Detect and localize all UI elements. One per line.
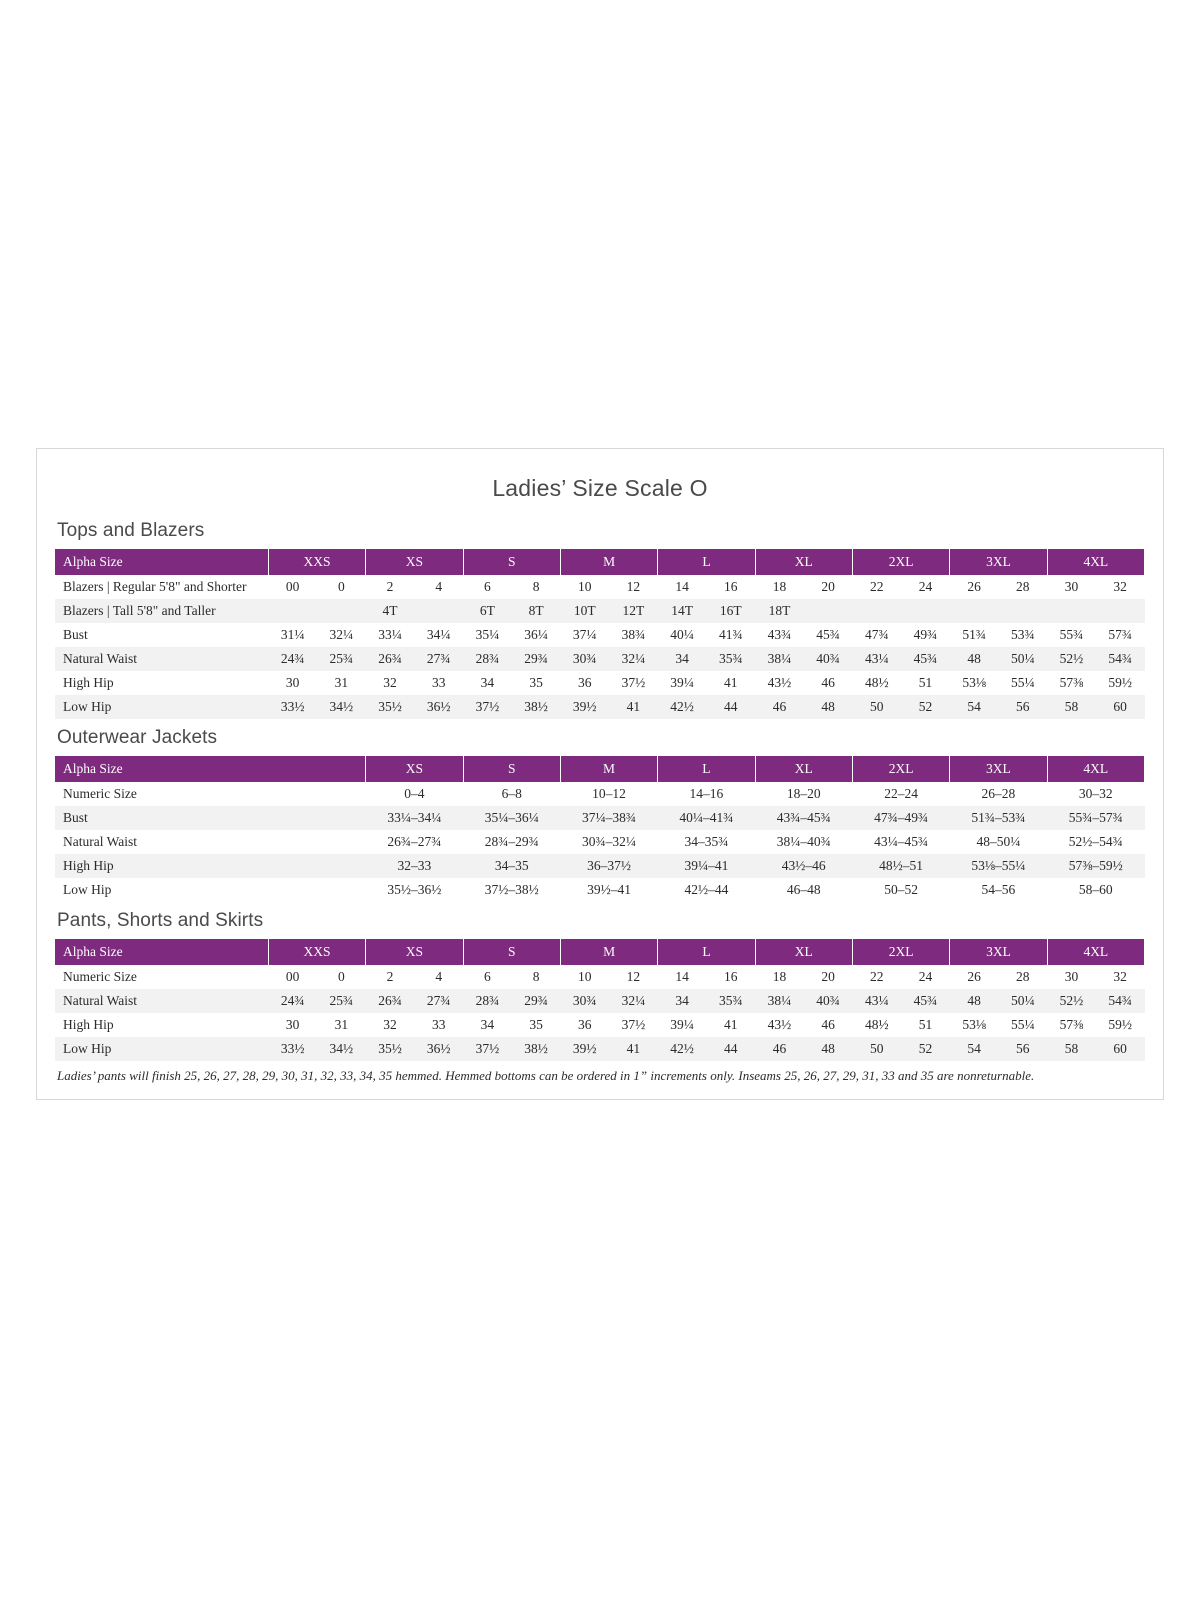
cell: 39¼ bbox=[658, 1013, 707, 1037]
table-row bbox=[55, 878, 1145, 902]
cell: 34 bbox=[463, 1013, 512, 1037]
cell: 34½ bbox=[317, 695, 366, 719]
cell: 2 bbox=[366, 575, 415, 599]
cell: 28¾ bbox=[463, 989, 512, 1013]
cell: 43¾ bbox=[755, 623, 804, 647]
cell: 26–28 bbox=[950, 782, 1047, 806]
cell: 36½ bbox=[414, 1037, 463, 1061]
row-label: High Hip bbox=[55, 1013, 268, 1037]
cell: 53¾ bbox=[998, 623, 1047, 647]
cell: 32 bbox=[366, 671, 415, 695]
cell: 26¾ bbox=[366, 647, 415, 671]
cell: 29¾ bbox=[512, 989, 561, 1013]
column-header-xxs: XXS bbox=[268, 939, 365, 965]
cell: 57⅜ bbox=[1047, 1013, 1096, 1037]
section-title-pants-shorts-and-skirts: Pants, Shorts and Skirts bbox=[57, 910, 264, 931]
column-header-2xl: 2XL bbox=[852, 549, 949, 575]
cell: 34–35 bbox=[463, 854, 560, 878]
cell: 4 bbox=[414, 575, 463, 599]
table-row bbox=[55, 1013, 1145, 1037]
cell: 56 bbox=[998, 1037, 1047, 1061]
cell: 39½ bbox=[560, 1037, 609, 1061]
cell: 25¾ bbox=[317, 647, 366, 671]
cell: 55¾ bbox=[1047, 623, 1096, 647]
footnote-pants: Ladies’ pants will finish 25, 26, 27, 28, 29, 30, 31, 32, 33, 34, 35 hemmed. Hemmed bottoms can be ordered in 1” increments only. Inseams 25, 26, 27, 29, 31, 33 and 35 are nonreturnable. bbox=[57, 1068, 1035, 1083]
column-header-m: M bbox=[560, 939, 657, 965]
cell: 58 bbox=[1047, 695, 1096, 719]
cell: 48 bbox=[804, 1037, 853, 1061]
cell: 6T bbox=[463, 599, 512, 623]
cell: 35 bbox=[512, 671, 561, 695]
cell: 47¾ bbox=[852, 623, 901, 647]
cell: 55¾–57¾ bbox=[1047, 806, 1144, 830]
cell: 18T bbox=[755, 599, 804, 623]
cell: 37¼–38¾ bbox=[560, 806, 657, 830]
cell: 56 bbox=[998, 695, 1047, 719]
cell: 28¾–29¾ bbox=[463, 830, 560, 854]
cell: 34–35¾ bbox=[658, 830, 755, 854]
column-header-3xl: 3XL bbox=[950, 756, 1047, 782]
cell: 43½ bbox=[755, 671, 804, 695]
table-row bbox=[55, 599, 1145, 623]
cell: 32–33 bbox=[366, 854, 463, 878]
row-label: Natural Waist bbox=[55, 989, 268, 1013]
table-row bbox=[55, 575, 1145, 599]
cell: 26¾–27¾ bbox=[366, 830, 463, 854]
row-label: Natural Waist bbox=[55, 647, 268, 671]
row-label: High Hip bbox=[55, 671, 268, 695]
cell bbox=[852, 599, 901, 623]
size-chart-card bbox=[36, 448, 1164, 1100]
cell: 8T bbox=[512, 599, 561, 623]
cell: 40¾ bbox=[804, 989, 853, 1013]
column-header-xs: XS bbox=[366, 939, 463, 965]
cell: 43¼ bbox=[852, 989, 901, 1013]
cell: 43¼ bbox=[852, 647, 901, 671]
table-tops-and-blazers bbox=[55, 549, 1145, 719]
cell: 00 bbox=[268, 965, 317, 989]
cell: 46 bbox=[804, 671, 853, 695]
cell: 48 bbox=[804, 695, 853, 719]
cell: 38½ bbox=[512, 695, 561, 719]
cell: 32 bbox=[1096, 965, 1145, 989]
cell: 4T bbox=[366, 599, 415, 623]
cell: 37½ bbox=[463, 1037, 512, 1061]
column-header-xs: XS bbox=[366, 549, 463, 575]
cell: 52 bbox=[901, 1037, 950, 1061]
cell: 53⅛ bbox=[950, 671, 999, 695]
cell: 54 bbox=[950, 1037, 999, 1061]
cell: 45¾ bbox=[901, 647, 950, 671]
column-header-4xl: 4XL bbox=[1047, 756, 1144, 782]
cell: 50¼ bbox=[998, 647, 1047, 671]
table-row bbox=[55, 965, 1145, 989]
cell: 44 bbox=[706, 695, 755, 719]
cell: 51¾–53¾ bbox=[950, 806, 1047, 830]
cell: 35 bbox=[512, 1013, 561, 1037]
cell: 22 bbox=[852, 965, 901, 989]
cell: 22 bbox=[852, 575, 901, 599]
cell: 35½ bbox=[366, 695, 415, 719]
cell: 42½–44 bbox=[658, 878, 755, 902]
column-header-xl: XL bbox=[755, 756, 852, 782]
cell: 34 bbox=[658, 989, 707, 1013]
cell: 36–37½ bbox=[560, 854, 657, 878]
cell: 47¾–49¾ bbox=[852, 806, 949, 830]
table-outerwear-jackets bbox=[55, 756, 1145, 902]
cell: 36¼ bbox=[512, 623, 561, 647]
cell: 31 bbox=[317, 671, 366, 695]
cell bbox=[1096, 599, 1145, 623]
cell: 14–16 bbox=[658, 782, 755, 806]
cell: 55¼ bbox=[998, 671, 1047, 695]
cell: 43¼–45¾ bbox=[852, 830, 949, 854]
table-row bbox=[55, 671, 1145, 695]
cell bbox=[414, 599, 463, 623]
cell: 34¼ bbox=[414, 623, 463, 647]
section-title-tops-and-blazers: Tops and Blazers bbox=[57, 520, 205, 541]
cell: 52½ bbox=[1047, 989, 1096, 1013]
cell: 35½–36½ bbox=[366, 878, 463, 902]
row-label: Natural Waist bbox=[55, 830, 366, 854]
column-header-xs: XS bbox=[366, 756, 463, 782]
cell: 52½ bbox=[1047, 647, 1096, 671]
row-label: Low Hip bbox=[55, 695, 268, 719]
cell: 46 bbox=[804, 1013, 853, 1037]
row-label: Bust bbox=[55, 806, 366, 830]
cell: 37½ bbox=[609, 1013, 658, 1037]
cell: 38¼–40¾ bbox=[755, 830, 852, 854]
cell: 36 bbox=[560, 671, 609, 695]
cell bbox=[901, 599, 950, 623]
cell: 26 bbox=[950, 575, 999, 599]
row-label: Numeric Size bbox=[55, 965, 268, 989]
cell: 33¼ bbox=[366, 623, 415, 647]
cell: 0–4 bbox=[366, 782, 463, 806]
cell: 50 bbox=[852, 695, 901, 719]
cell: 00 bbox=[268, 575, 317, 599]
cell: 37½ bbox=[609, 671, 658, 695]
cell: 41¾ bbox=[706, 623, 755, 647]
cell: 58–60 bbox=[1047, 878, 1144, 902]
cell: 52½–54¾ bbox=[1047, 830, 1144, 854]
column-header-xxs: XXS bbox=[268, 549, 365, 575]
cell: 60 bbox=[1096, 1037, 1145, 1061]
cell: 35¼ bbox=[463, 623, 512, 647]
cell: 22–24 bbox=[852, 782, 949, 806]
cell: 49¾ bbox=[901, 623, 950, 647]
row-label: Low Hip bbox=[55, 1037, 268, 1061]
cell: 30¾–32¼ bbox=[560, 830, 657, 854]
cell: 18 bbox=[755, 575, 804, 599]
table-header-row bbox=[55, 756, 1145, 782]
column-header-alpha-size: Alpha Size bbox=[55, 549, 268, 575]
table-row bbox=[55, 989, 1145, 1013]
cell: 33½ bbox=[268, 1037, 317, 1061]
cell: 35¾ bbox=[706, 647, 755, 671]
column-header-2xl: 2XL bbox=[852, 756, 949, 782]
cell: 48–50¼ bbox=[950, 830, 1047, 854]
cell: 32¼ bbox=[609, 647, 658, 671]
cell bbox=[317, 599, 366, 623]
cell: 0 bbox=[317, 575, 366, 599]
cell: 41 bbox=[609, 695, 658, 719]
cell: 57⅜ bbox=[1047, 671, 1096, 695]
cell: 40¼ bbox=[658, 623, 707, 647]
cell: 30–32 bbox=[1047, 782, 1144, 806]
cell: 54–56 bbox=[950, 878, 1047, 902]
section-title-outerwear-jackets: Outerwear Jackets bbox=[57, 727, 218, 748]
cell: 48 bbox=[950, 989, 999, 1013]
column-header-l: L bbox=[658, 756, 755, 782]
cell: 54¾ bbox=[1096, 989, 1145, 1013]
cell: 35¾ bbox=[706, 989, 755, 1013]
cell: 28 bbox=[998, 965, 1047, 989]
cell: 36½ bbox=[414, 695, 463, 719]
cell: 30 bbox=[268, 1013, 317, 1037]
cell: 50¼ bbox=[998, 989, 1047, 1013]
cell: 14 bbox=[658, 575, 707, 599]
table-row bbox=[55, 1037, 1145, 1061]
cell: 28 bbox=[998, 575, 1047, 599]
cell: 20 bbox=[804, 965, 853, 989]
cell: 42½ bbox=[658, 695, 707, 719]
cell: 39¼ bbox=[658, 671, 707, 695]
cell: 24¾ bbox=[268, 647, 317, 671]
table-row bbox=[55, 782, 1145, 806]
cell: 30¾ bbox=[560, 989, 609, 1013]
table-header-row bbox=[55, 939, 1145, 965]
row-label: Low Hip bbox=[55, 878, 366, 902]
page-title: Ladies’ Size Scale O bbox=[492, 475, 708, 501]
cell: 8 bbox=[512, 575, 561, 599]
cell: 32 bbox=[366, 1013, 415, 1037]
cell: 53⅛ bbox=[950, 1013, 999, 1037]
column-header-3xl: 3XL bbox=[950, 939, 1047, 965]
cell: 48 bbox=[950, 647, 999, 671]
cell: 33 bbox=[414, 1013, 463, 1037]
cell: 18 bbox=[755, 965, 804, 989]
cell: 27¾ bbox=[414, 647, 463, 671]
cell: 35¼–36¼ bbox=[463, 806, 560, 830]
cell: 41 bbox=[706, 1013, 755, 1037]
table-row bbox=[55, 830, 1145, 854]
cell bbox=[268, 599, 317, 623]
row-label: Blazers | Tall 5'8" and Taller bbox=[55, 599, 268, 623]
cell bbox=[1047, 599, 1096, 623]
table-row bbox=[55, 806, 1145, 830]
cell: 43¾–45¾ bbox=[755, 806, 852, 830]
cell: 32¼ bbox=[317, 623, 366, 647]
cell: 14T bbox=[658, 599, 707, 623]
cell: 24 bbox=[901, 575, 950, 599]
column-header-s: S bbox=[463, 939, 560, 965]
cell: 34 bbox=[463, 671, 512, 695]
cell: 54 bbox=[950, 695, 999, 719]
cell: 33½ bbox=[268, 695, 317, 719]
column-header-s: S bbox=[463, 549, 560, 575]
row-label: High Hip bbox=[55, 854, 366, 878]
cell bbox=[998, 599, 1047, 623]
cell: 45¾ bbox=[804, 623, 853, 647]
cell: 50 bbox=[852, 1037, 901, 1061]
cell: 18–20 bbox=[755, 782, 852, 806]
cell bbox=[804, 599, 853, 623]
cell: 57¾ bbox=[1096, 623, 1145, 647]
cell: 39¼–41 bbox=[658, 854, 755, 878]
column-header-alpha-size: Alpha Size bbox=[55, 939, 268, 965]
cell: 31 bbox=[317, 1013, 366, 1037]
cell: 24 bbox=[901, 965, 950, 989]
cell: 29¾ bbox=[512, 647, 561, 671]
table-row bbox=[55, 854, 1145, 878]
cell: 48½ bbox=[852, 1013, 901, 1037]
cell: 48½ bbox=[852, 671, 901, 695]
table-row bbox=[55, 695, 1145, 719]
cell: 34 bbox=[658, 647, 707, 671]
column-header-s: S bbox=[463, 756, 560, 782]
cell: 10T bbox=[560, 599, 609, 623]
row-label: Bust bbox=[55, 623, 268, 647]
cell: 46–48 bbox=[755, 878, 852, 902]
cell: 10 bbox=[560, 575, 609, 599]
cell: 26¾ bbox=[366, 989, 415, 1013]
cell: 14 bbox=[658, 965, 707, 989]
cell: 38½ bbox=[512, 1037, 561, 1061]
cell: 43½–46 bbox=[755, 854, 852, 878]
cell: 54¾ bbox=[1096, 647, 1145, 671]
cell: 10 bbox=[560, 965, 609, 989]
cell: 36 bbox=[560, 1013, 609, 1037]
cell: 32¼ bbox=[609, 989, 658, 1013]
row-label: Blazers | Regular 5'8" and Shorter bbox=[55, 575, 268, 599]
cell: 41 bbox=[609, 1037, 658, 1061]
cell: 44 bbox=[706, 1037, 755, 1061]
cell: 51¾ bbox=[950, 623, 999, 647]
row-label: Numeric Size bbox=[55, 782, 366, 806]
cell: 30¾ bbox=[560, 647, 609, 671]
cell: 59½ bbox=[1096, 671, 1145, 695]
column-header-xl: XL bbox=[755, 939, 852, 965]
column-header-4xl: 4XL bbox=[1047, 549, 1144, 575]
cell: 8 bbox=[512, 965, 561, 989]
cell: 16 bbox=[706, 575, 755, 599]
cell: 43½ bbox=[755, 1013, 804, 1037]
cell: 27¾ bbox=[414, 989, 463, 1013]
cell: 12 bbox=[609, 965, 658, 989]
cell: 20 bbox=[804, 575, 853, 599]
cell: 10–12 bbox=[560, 782, 657, 806]
cell: 37¼ bbox=[560, 623, 609, 647]
column-header-xl: XL bbox=[755, 549, 852, 575]
cell: 51 bbox=[901, 671, 950, 695]
cell: 12T bbox=[609, 599, 658, 623]
cell: 46 bbox=[755, 1037, 804, 1061]
cell: 30 bbox=[1047, 965, 1096, 989]
column-header-4xl: 4XL bbox=[1047, 939, 1144, 965]
cell: 34½ bbox=[317, 1037, 366, 1061]
cell: 51 bbox=[901, 1013, 950, 1037]
cell: 53⅛–55¼ bbox=[950, 854, 1047, 878]
table-row bbox=[55, 647, 1145, 671]
cell: 33¼–34¼ bbox=[366, 806, 463, 830]
column-header-alpha-size: Alpha Size bbox=[55, 756, 366, 782]
cell: 32 bbox=[1096, 575, 1145, 599]
cell: 41 bbox=[706, 671, 755, 695]
cell: 25¾ bbox=[317, 989, 366, 1013]
column-header-2xl: 2XL bbox=[852, 939, 949, 965]
column-header-l: L bbox=[658, 939, 755, 965]
cell: 6 bbox=[463, 575, 512, 599]
cell: 39½–41 bbox=[560, 878, 657, 902]
cell: 60 bbox=[1096, 695, 1145, 719]
cell: 39½ bbox=[560, 695, 609, 719]
table-row bbox=[55, 623, 1145, 647]
cell: 30 bbox=[1047, 575, 1096, 599]
cell: 16 bbox=[706, 965, 755, 989]
cell: 6–8 bbox=[463, 782, 560, 806]
cell: 37½ bbox=[463, 695, 512, 719]
cell: 6 bbox=[463, 965, 512, 989]
cell: 59½ bbox=[1096, 1013, 1145, 1037]
cell: 38¾ bbox=[609, 623, 658, 647]
cell: 45¾ bbox=[901, 989, 950, 1013]
cell: 52 bbox=[901, 695, 950, 719]
cell: 46 bbox=[755, 695, 804, 719]
cell: 38¼ bbox=[755, 647, 804, 671]
cell: 33 bbox=[414, 671, 463, 695]
cell bbox=[950, 599, 999, 623]
cell: 58 bbox=[1047, 1037, 1096, 1061]
cell: 30 bbox=[268, 671, 317, 695]
cell: 35½ bbox=[366, 1037, 415, 1061]
column-header-m: M bbox=[560, 549, 657, 575]
cell: 50–52 bbox=[852, 878, 949, 902]
cell: 57⅜–59½ bbox=[1047, 854, 1144, 878]
cell: 16T bbox=[706, 599, 755, 623]
cell: 4 bbox=[414, 965, 463, 989]
column-header-3xl: 3XL bbox=[950, 549, 1047, 575]
column-header-m: M bbox=[560, 756, 657, 782]
cell: 40¼–41¾ bbox=[658, 806, 755, 830]
cell: 40¾ bbox=[804, 647, 853, 671]
cell: 42½ bbox=[658, 1037, 707, 1061]
cell: 31¼ bbox=[268, 623, 317, 647]
cell: 28¾ bbox=[463, 647, 512, 671]
cell: 37½–38½ bbox=[463, 878, 560, 902]
cell: 48½–51 bbox=[852, 854, 949, 878]
cell: 55¼ bbox=[998, 1013, 1047, 1037]
cell: 12 bbox=[609, 575, 658, 599]
cell: 26 bbox=[950, 965, 999, 989]
cell: 2 bbox=[366, 965, 415, 989]
table-header-row bbox=[55, 549, 1145, 575]
column-header-l: L bbox=[658, 549, 755, 575]
table-pants-shorts-and-skirts bbox=[55, 939, 1145, 1061]
cell: 38¼ bbox=[755, 989, 804, 1013]
cell: 0 bbox=[317, 965, 366, 989]
cell: 24¾ bbox=[268, 989, 317, 1013]
